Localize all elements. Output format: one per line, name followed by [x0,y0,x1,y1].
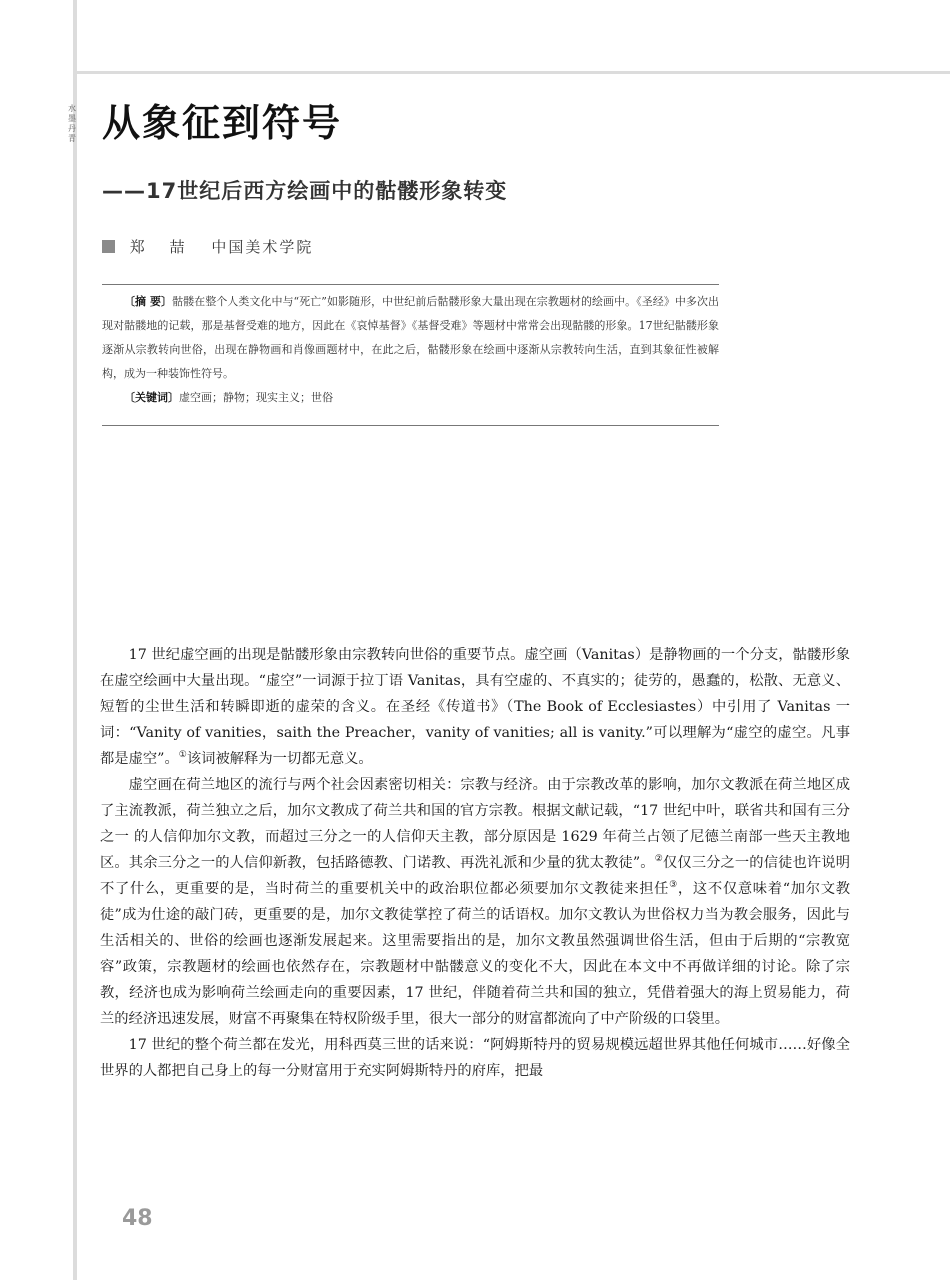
keywords-text: 虚空画；静物；现实主义；世俗 [179,391,333,404]
footnote-ref-1: ① [178,750,187,761]
square-bullet-icon [102,240,115,253]
keywords [102,386,719,410]
footnote-ref-3: ③ [669,880,678,891]
abstract-label: 〔摘 要〕 [124,295,173,308]
author-line [102,235,313,259]
author-name: 郑 喆 [129,238,195,256]
article-body [100,642,850,1084]
header-rule [77,71,950,74]
body-paragraph-3: 17 世纪的整个荷兰都在发光，用科西莫三世的话来说：“阿姆斯特丹的贸易规模远超世界其他任何城市……好像全世界的人都把自己身上的每一分财富用于充实阿姆斯特丹的府库，把最 [100,1037,850,1079]
keywords-label: 〔关键词〕 [124,391,179,404]
abstract-box [102,284,719,426]
abstract-text: 骷髅在整个人类文化中与“死亡”如影随形，中世纪前后骷髅形象大量出现在宗教题材的绘画中。《圣经》中多次出现对骷髅地的记载，那是基督受难的地方，因此在《哀悼基督》《基督受难》等题材中常常会出现骷髅的形象。17世纪骷髅形象逐渐从宗教转向世俗，出现在静物画和肖像画题材中，在此之后，骷髅形象在绘画中逐渐从宗教转向生活，直到其象征性被解构，成为一种装饰性符号。 [102,295,719,380]
footnote-ref-2: ② [654,854,663,865]
article-title: 从象征到符号 [102,100,343,145]
author-affiliation: 中国美术学院 [211,238,314,256]
body-paragraph-1: 17 世纪虚空画的出现是骷髅形象由宗教转向世俗的重要节点。虚空画（Vanitas）是静物画的一个分支，骷髅形象在虚空绘画中大量出现。“虚空”一词源于拉丁语 Vanitas，具有空虚的、不真实的；徒劳的，愚蠢的，松散、无意义、短暂的尘世生活和转瞬即逝的虚荣的含义。在圣经《传道书》（The Book of Ecclesiastes）中引用了 Vanitas 一词：“Vanity of vanities，saith the Preacher，vanity of vanities; all is vanity.”可以理解为“虚空的虚空。凡事都是虚空”。①该词被解释为一切都无意义。 [100,647,850,767]
abstract [102,285,719,386]
page-number: 48 [122,1206,153,1231]
section-tag: 水墨丹青 [68,104,76,143]
body-paragraph-2: 虚空画在荷兰地区的流行与两个社会因素密切相关：宗教与经济。由于宗教改革的影响，加尔文教派在荷兰地区成了主流教派，荷兰独立之后，加尔文教成了荷兰共和国的官方宗教。根据文献记载，“17 世纪中叶，联省共和国有三分之一 的人信仰加尔文教，而超过三分之一的人信仰天主教，部分原因是 1629 年荷兰占领了尼德兰南部一些天主教地区。其余三分之一的人信仰新教，包括路德教、门诺教、再洗礼派和少量的犹太教徒”。②仅仅三分之一的信徒也许说明不了什么，更重要的是，当时荷兰的重要机关中的政治职位都必须要加尔文教徒来担任③，这不仅意味着“加尔文教徒”成为仕途的敲门砖，更重要的是，加尔文教徒掌控了荷兰的话语权。加尔文教认为世俗权力当为教会服务，因此与生活相关的、世俗的绘画也逐渐发展起来。这里需要指出的是，加尔文教虽然强调世俗生活，但由于后期的“宗教宽容”政策，宗教题材的绘画也依然存在，宗教题材中骷髅意义的变化不大，因此在本文中不再做详细的讨论。除了宗教，经济也成为影响荷兰绘画走向的重要因素，17 世纪，伴随着荷兰共和国的独立，凭借着强大的海上贸易能力，荷兰的经济迅速发展，财富不再聚集在特权阶级手里，很大一部分的财富都流向了中产阶级的口袋里。 [100,777,851,1027]
left-margin-rule [73,0,77,1280]
article-subtitle: ——17世纪后西方绘画中的骷髅形象转变 [102,179,508,203]
